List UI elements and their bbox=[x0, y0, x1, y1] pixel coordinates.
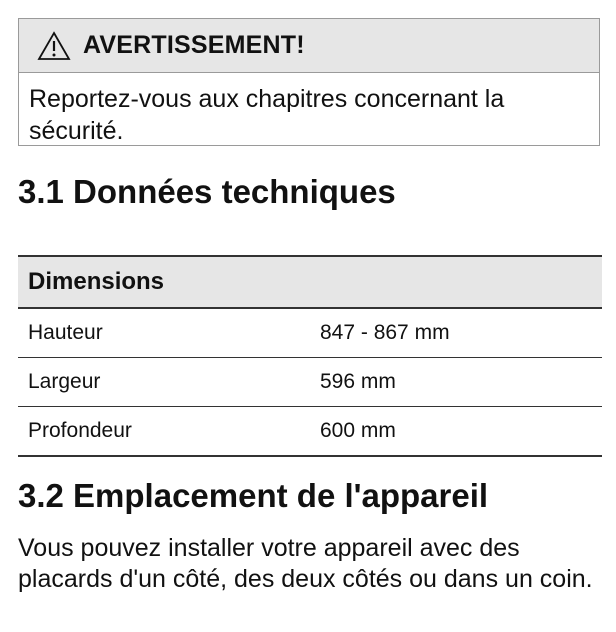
warning-text: Reportez-vous aux chapitres concernant la sécurité. bbox=[29, 85, 505, 145]
installation-paragraph: Vous pouvez installer votre appareil avec des placards d'un côté, des deux côtés ou dans un coin. bbox=[18, 534, 593, 593]
row-label-height: Hauteur bbox=[18, 308, 310, 358]
dimensions-table bbox=[18, 255, 602, 457]
table-row bbox=[18, 407, 602, 457]
row-value-width: 596 mm bbox=[310, 358, 602, 407]
section-heading-technical-data: 3.1 Données techniques bbox=[18, 173, 396, 210]
section-heading-installation-location: 3.2 Emplacement de l'appareil bbox=[18, 477, 489, 514]
row-value-height: 847 - 867 mm bbox=[310, 308, 602, 358]
table-header-row bbox=[18, 256, 602, 308]
table-row bbox=[18, 308, 602, 358]
row-label-depth: Profondeur bbox=[18, 407, 310, 457]
warning-title: AVERTISSEMENT! bbox=[83, 31, 305, 59]
warning-triangle-icon bbox=[37, 31, 71, 61]
warning-box bbox=[18, 18, 600, 146]
row-value-depth: 600 mm bbox=[310, 407, 602, 457]
warning-header bbox=[19, 19, 599, 73]
table-header-dimensions: Dimensions bbox=[18, 256, 602, 308]
row-label-width: Largeur bbox=[18, 358, 310, 407]
table-row bbox=[18, 358, 602, 407]
